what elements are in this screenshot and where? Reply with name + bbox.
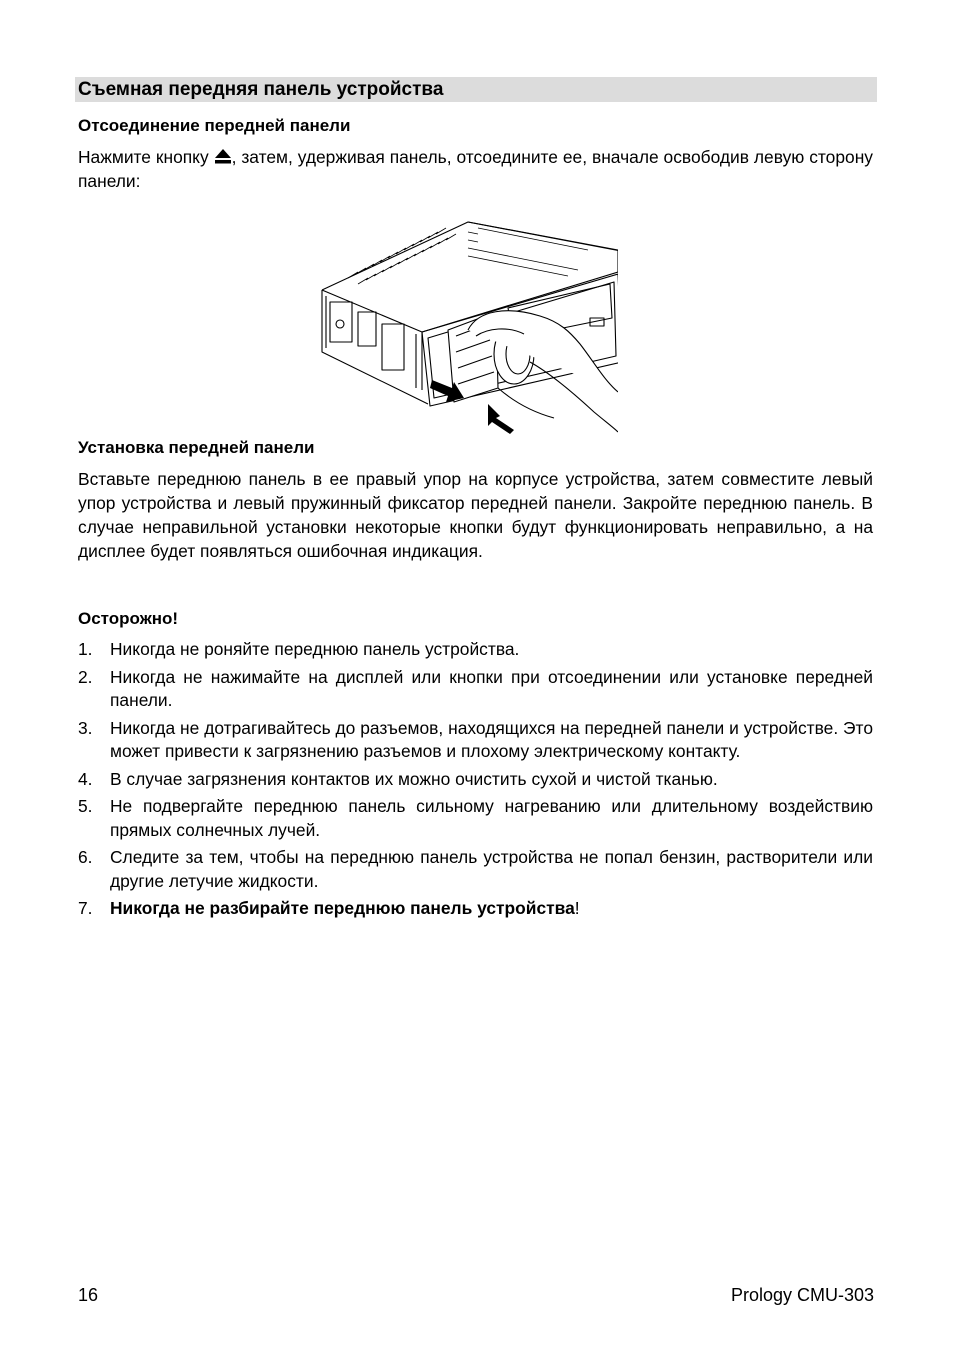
list-item [78, 846, 873, 893]
detach-panel-illustration [318, 212, 618, 442]
detach-heading: Отсоединение передней панели [78, 116, 351, 135]
caution-list [78, 638, 873, 925]
list-item-text: В случае загрязнения контактов их можно очистить сухой и чистой тканью. [110, 768, 718, 789]
section-title: Съемная передняя панель устройства [78, 79, 444, 100]
install-heading: Установка передней панели [78, 438, 315, 457]
list-item [78, 717, 873, 764]
list-item [78, 638, 873, 662]
eject-icon [214, 148, 232, 165]
detach-text-end: , затем, удерживая панель, отсоедините ее, вначале освободив левую сторону панели: [78, 147, 873, 191]
detach-paragraph [78, 145, 873, 193]
list-item-tail: ! [574, 898, 580, 918]
list-item-number: 2. [78, 666, 93, 687]
list-item-text: Никогда не нажимайте на дисплей или кнопки при отсоединении или установке передней панели. [110, 666, 873, 710]
list-item-text: Никогда не дотрагивайтесь до разъемов, находящихся на передней панели и устройстве. Это может привести к загрязнению разъемов и плохому электрическому контакту. [110, 717, 873, 761]
list-item-number: 6. [78, 847, 93, 867]
caution-heading: Осторожно! [78, 609, 179, 628]
page-number: 16 [78, 1285, 99, 1305]
list-item [78, 795, 873, 842]
section-header-bar [75, 77, 877, 102]
list-item-text: Следите за тем, чтобы на переднюю панель устройства не попал бензин, растворители или другие летучие жидкости. [110, 847, 873, 891]
list-item [78, 666, 873, 713]
list-item-text: Никогда не роняйте переднюю панель устройства. [110, 639, 520, 659]
list-item [78, 768, 873, 792]
product-name: Prology CMU-303 [730, 1285, 874, 1305]
list-item [78, 897, 873, 921]
list-item-number: 5. [78, 796, 93, 816]
list-item-number: 7. [78, 898, 93, 918]
list-item-text: Не подвергайте переднюю панель сильному нагреванию или длительному воздействию прямых солнечных лучей. [110, 796, 873, 840]
detach-text-start: Нажмите кнопку [78, 147, 214, 167]
list-item-bold-text: Никогда не разбирайте переднюю панель устройства [110, 898, 575, 918]
list-item-number: 3. [78, 717, 93, 738]
list-item-number: 1. [78, 639, 93, 659]
install-paragraph: Вставьте переднюю панель в ее правый упор на корпусе устройства, затем совместите левый упор устройства и левый пружинный фиксатор передней панели. Закройте переднюю панель. В случае неправильной установки некоторые кнопки будут функционировать неправильно, а на дисплее будет появляться ошибочная индикация. [78, 469, 873, 561]
list-item-number: 4. [78, 768, 93, 789]
